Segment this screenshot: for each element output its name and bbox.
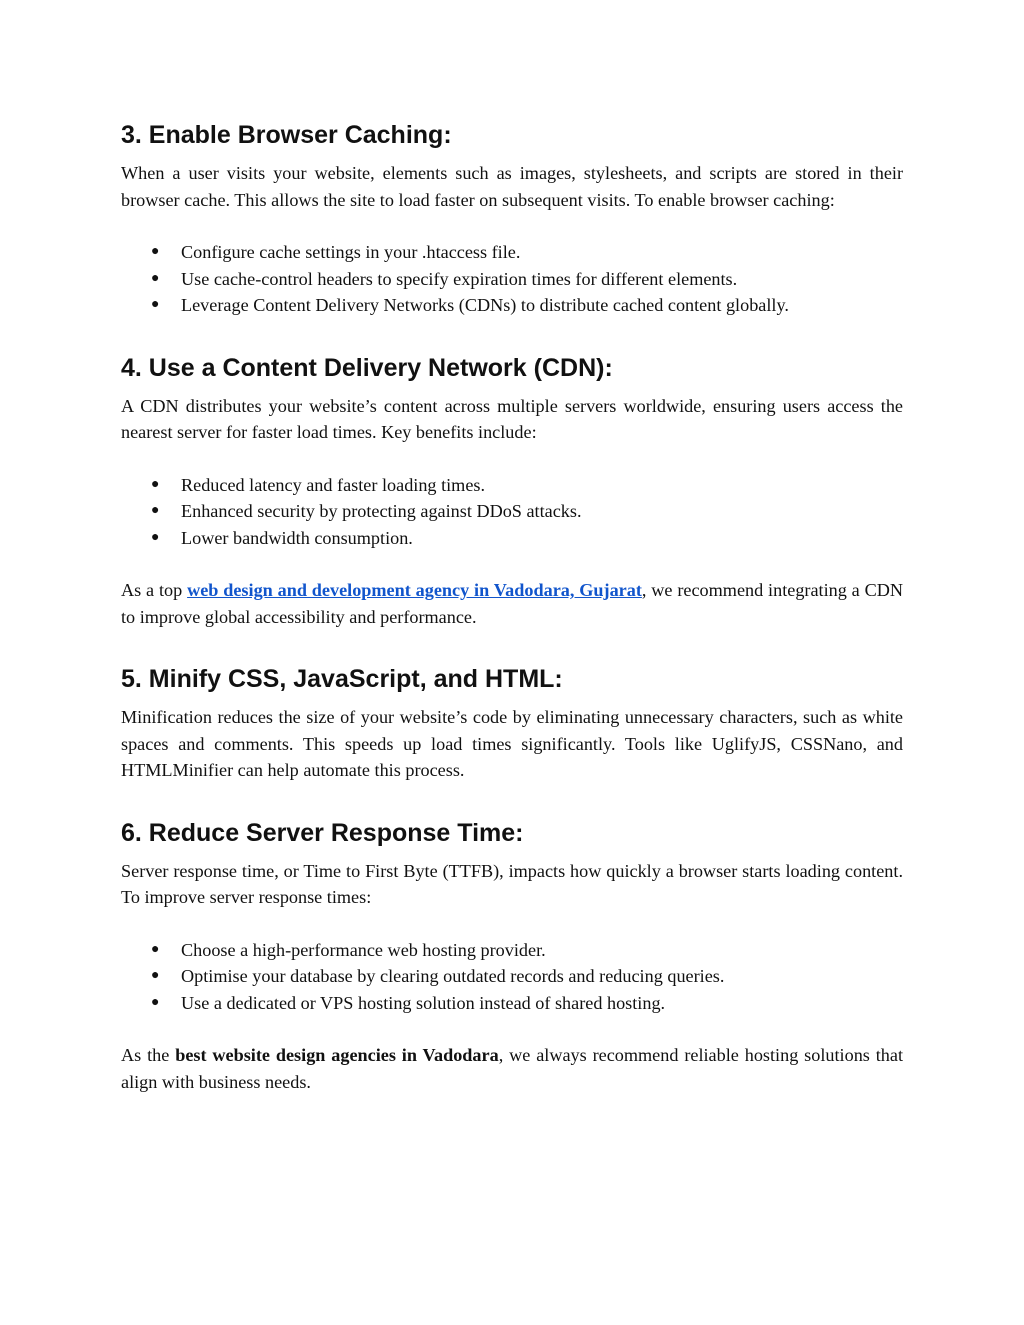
- section-heading-server-response: 6. Reduce Server Response Time:: [121, 818, 524, 847]
- bullet-icon: ●: [151, 503, 160, 518]
- bullet-icon: ●: [151, 994, 160, 1010]
- bullet-icon: ●: [151, 270, 160, 286]
- list-item: ● Use cache-control headers to specify expiration times for different elements.: [121, 266, 903, 293]
- list-item: ● Choose a high-performance web hosting provider.: [121, 937, 903, 964]
- agency-link[interactable]: web design and development agency in Vadodara, Gujarat: [187, 580, 642, 600]
- document-page: [121, 118, 903, 1095]
- section-intro-server-response: Server response time, or Time to First Byte (TTFB), impacts how quickly a browser starts loading content. To improve server response times:: [121, 860, 903, 907]
- list-item: ● Reduced latency and faster loading times.: [121, 472, 903, 499]
- bullet-list-browser-caching: [121, 239, 903, 319]
- section-heading-cdn: 4. Use a Content Delivery Network (CDN):: [121, 353, 613, 382]
- bullet-icon: ●: [151, 244, 160, 259]
- bullet-list-cdn: [121, 472, 903, 552]
- bullet-icon: ●: [151, 529, 160, 545]
- list-item: ● Optimise your database by clearing outdated records and reducing queries.: [121, 963, 903, 990]
- section-heading-minify: 5. Minify CSS, JavaScript, and HTML:: [121, 665, 563, 693]
- list-item: ● Enhanced security by protecting against DDoS attacks.: [121, 498, 903, 525]
- section-intro-minify: Minification reduces the size of your website’s code by eliminating unnecessary characters, such as white spaces and comments. This speeds up load times significantly. Tools like UglifyJS, CSSNano, and HTMLMinifier can help automate this process.: [121, 707, 903, 780]
- closing-paragraph-hosting: As the best website design agencies in Vadodara, we always recommend reliable hosting solutions that align with business needs.: [121, 1045, 904, 1092]
- section-intro-cdn: A CDN distributes your website’s content across multiple servers worldwide, ensuring users access the nearest server for faster load times. Key benefits include:: [121, 395, 903, 442]
- bold-phrase: best website design agencies in Vadodara: [175, 1045, 499, 1065]
- bullet-icon: ●: [151, 297, 160, 312]
- bullet-icon: ●: [151, 941, 160, 957]
- list-item: ● Use a dedicated or VPS hosting solution instead of shared hosting.: [121, 990, 903, 1017]
- list-item: ● Lower bandwidth consumption.: [121, 525, 903, 552]
- list-item: ● Configure cache settings in your .htaccess file.: [121, 239, 903, 266]
- list-item: ● Leverage Content Delivery Networks (CDNs) to distribute cached content globally.: [121, 292, 903, 319]
- bullet-icon: ●: [151, 968, 160, 983]
- closing-paragraph-cdn: As a top web design and development agency in Vadodara, Gujarat, we recommend integrating a CDN to improve global accessibility and performance.: [121, 580, 904, 627]
- bullet-list-server-response: [121, 937, 903, 1017]
- section-intro-browser-caching: When a user visits your website, elements such as images, stylesheets, and scripts are stored in their browser cache. This allows the site to load faster on subsequent visits. To enable browser caching:: [121, 163, 903, 210]
- section-heading-browser-caching: 3. Enable Browser Caching:: [121, 121, 452, 149]
- bullet-icon: ●: [151, 476, 160, 492]
